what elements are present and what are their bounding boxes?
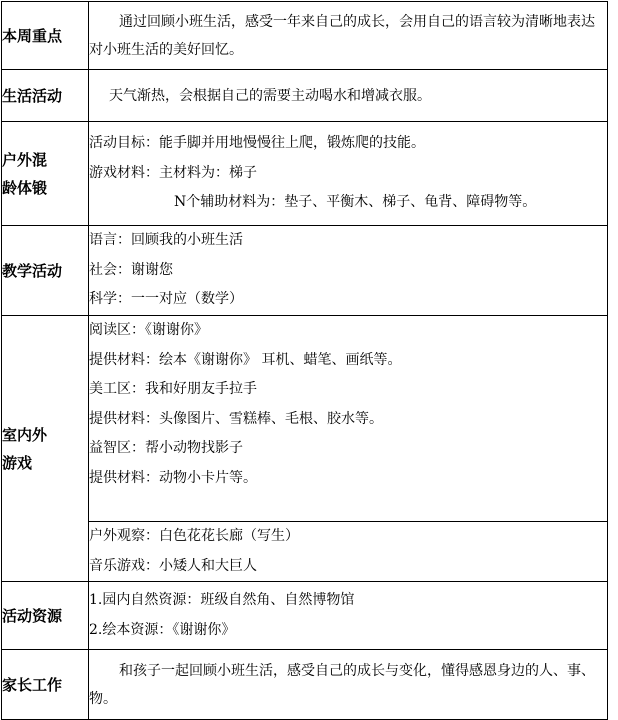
weekly-focus-label: 本周重点 bbox=[2, 2, 89, 70]
indoor-game-item: 益智区：帮小动物找影子 bbox=[89, 440, 243, 456]
teaching-item: 语言：回顾我的小班生活 bbox=[89, 232, 243, 249]
resources-label: 活动资源 bbox=[2, 582, 89, 650]
indoor-game-item: 提供材料：动物小卡片等。 bbox=[89, 469, 257, 486]
teaching-activity-label: 教学活动 bbox=[2, 226, 89, 316]
row-resources bbox=[2, 582, 608, 650]
teaching-item: 科学：一一对应（数学） bbox=[89, 291, 243, 308]
weekly-focus-text: 通过回顾小班生活，感受一年来自己的成长，会用自己的语言较为清晰地表达对小班生活的美好回忆。 bbox=[89, 13, 595, 58]
life-activity-text: 天气渐热，会根据自己的需要主动喝水和增减衣服。 bbox=[109, 87, 431, 104]
indoor-game-item: 美工区：我和好朋友手拉手 bbox=[89, 381, 257, 397]
parents-work-text: 和孩子一起回顾小班生活，感受自己的成长与变化，懂得感恩身边的人、事、物。 bbox=[89, 662, 595, 707]
row-games bbox=[2, 316, 608, 522]
weekly-plan-table bbox=[1, 1, 608, 720]
outdoor-game-item: 户外观察：白色花花长廊（写生） bbox=[89, 528, 299, 544]
row-teaching-activity bbox=[2, 226, 608, 316]
outdoor-exercise-label-line-1: 户外混 bbox=[2, 150, 48, 169]
outdoor-goal-text: 活动目标：能手脚并用地慢慢往上爬，锻炼爬的技能。 bbox=[89, 135, 425, 152]
games-label bbox=[2, 316, 89, 582]
row-parents bbox=[2, 650, 608, 720]
indoor-game-item: 提供材料：绘本《谢谢你》 耳机、蜡笔、画纸等。 bbox=[89, 351, 402, 368]
row-life-activity bbox=[2, 70, 608, 122]
outdoor-games-cell bbox=[89, 522, 608, 582]
teaching-item: 社会：谢谢您 bbox=[89, 261, 173, 278]
outdoor-game-item: 音乐游戏：小矮人和大巨人 bbox=[89, 557, 257, 574]
outdoor-aux-material-text: N个辅助材料为：垫子、平衡木、梯子、龟背、障碍物等。 bbox=[174, 194, 537, 211]
resource-item: 2.绘本资源：《谢谢你》 bbox=[89, 621, 236, 638]
indoor-game-item: 提供材料：头像图片、雪糕棒、毛根、胶水等。 bbox=[89, 410, 383, 427]
row-outdoor-games bbox=[2, 522, 608, 582]
outdoor-exercise-label bbox=[2, 122, 89, 226]
resource-item: 1.园内自然资源：班级自然角、自然博物馆 bbox=[89, 592, 355, 608]
indoor-games-cell bbox=[89, 316, 608, 522]
parents-work-label: 家长工作 bbox=[2, 650, 89, 720]
life-activity-label: 生活活动 bbox=[2, 70, 89, 122]
outdoor-material-text: 游戏材料：主材料为：梯子 bbox=[89, 164, 257, 181]
row-outdoor-exercise bbox=[2, 122, 608, 226]
row-weekly-focus bbox=[2, 2, 608, 70]
indoor-game-item: 阅读区：《谢谢你》 bbox=[89, 322, 208, 338]
games-label-line-1: 室内外 bbox=[2, 425, 48, 444]
games-label-line-2: 游戏 bbox=[2, 453, 33, 472]
outdoor-exercise-label-line-2: 龄体锻 bbox=[2, 178, 48, 197]
